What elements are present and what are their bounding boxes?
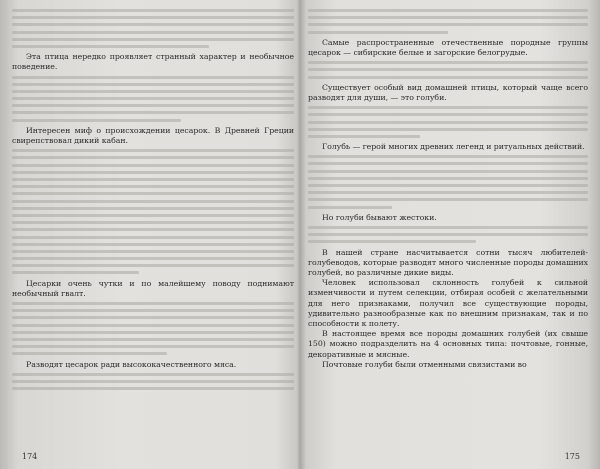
- paragraph: Разводят цесарок ради высококачественного мяса.: [26, 359, 237, 369]
- illegible-text: [308, 106, 588, 138]
- page-number: 174: [22, 452, 38, 461]
- paragraph: Человек использовал склонность голубей к сильной изменчивости и путем селекции, отбирая особей с желательными для него признаками, получил все существующие породы, удивительно разнообразные как по внешним признакам, так и по способности к полету.: [308, 278, 588, 328]
- illegible-text: [12, 373, 294, 390]
- paragraph: В настоящее время все породы домашних голубей (их свыше 150) можно подразделить на 4 основных типа: почтовые, гонные, декоративные и мясные.: [308, 329, 588, 359]
- paragraph: Цесарки очень чутки и по малейшему поводу поднимают необычный гвалт.: [12, 278, 294, 298]
- page-number: 175: [564, 452, 580, 461]
- illegible-text: [12, 76, 294, 122]
- illegible-text: [308, 9, 588, 34]
- paragraph: Эта птица нередко проявляет странный характер и необычное поведение.: [12, 52, 294, 72]
- paragraph: Существует особый вид домашней птицы, который чаще всего разводят для души, — это голуби.: [308, 82, 588, 102]
- illegible-text: [12, 149, 294, 274]
- paragraph: Голубь — герой многих древних легенд и ритуальных действий.: [322, 142, 585, 152]
- left-page: [12, 0, 294, 469]
- paragraph: Самые распространенные отечественные породные группы цесарок — сибирские белые и загорские белогрудые.: [308, 37, 588, 57]
- illegible-text: [308, 61, 588, 78]
- illegible-text: [308, 155, 588, 208]
- paragraph: Интересен миф о происхождении цесарок. В Древней Греции свирепствовал дикий кабан.: [12, 125, 294, 146]
- paragraph: Но голуби бывают жестоки.: [322, 212, 437, 222]
- illegible-text: [12, 302, 294, 355]
- illegible-text: [12, 9, 294, 48]
- right-page: [308, 0, 588, 469]
- paragraph: Почтовые голуби были отменными связистами во: [322, 359, 527, 369]
- paragraph: В нашей стране насчитывается сотни тысяч любителей-голубеводов, которые разводят много численные породы домашних голубей, во различные дикие виды.: [308, 247, 588, 277]
- illegible-text: [308, 226, 588, 243]
